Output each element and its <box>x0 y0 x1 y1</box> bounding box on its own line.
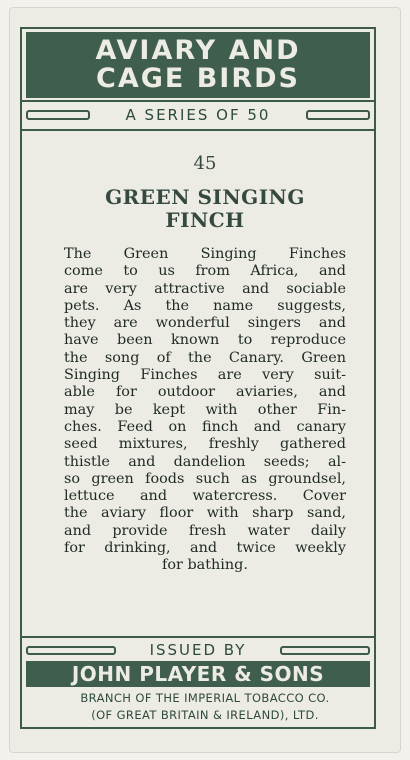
issued-row <box>26 640 370 660</box>
divider-footer <box>22 636 374 638</box>
description-line: they are wonderful singers and <box>64 315 346 332</box>
description-line: thistle and dandelion seeds; al- <box>64 453 346 470</box>
description-line: for bathing. <box>162 557 248 574</box>
divider-under-series <box>22 129 374 131</box>
description-line: for drinking, and twice weekly <box>64 540 346 557</box>
title-banner <box>26 32 370 98</box>
description-line: Singing Finches are very suit- <box>64 367 346 384</box>
maker-name: JOHN PLAYER & SONS <box>71 662 325 686</box>
description-line: have been known to reproduce <box>64 332 346 349</box>
branch-text <box>0 690 410 724</box>
title-line-2: CAGE BIRDS <box>96 63 300 94</box>
description-text <box>64 246 346 575</box>
right-ornament-bar <box>306 110 370 120</box>
description-line: come to us from Africa, and <box>64 263 346 280</box>
description-line: and provide fresh water daily <box>64 522 346 539</box>
bird-name <box>0 186 410 232</box>
description-line: ches. Feed on finch and canary <box>64 418 346 435</box>
description-line: may be kept with other Fin- <box>64 401 346 418</box>
description-line: seed mixtures, freshly gathered <box>64 436 346 453</box>
card-number: 45 <box>193 153 217 174</box>
description-line: the song of the Canary. Green <box>64 349 346 366</box>
series-label: A SERIES OF 50 <box>125 106 271 124</box>
description-line: pets. As the name suggests, <box>64 297 346 314</box>
right-ornament-bar <box>280 646 370 655</box>
description-line: able for outdoor aviaries, and <box>64 384 346 401</box>
series-row <box>26 103 370 127</box>
divider-top <box>22 100 374 102</box>
maker-banner <box>26 661 370 687</box>
description-line: the aviary floor with sharp sand, <box>64 505 346 522</box>
description-line: lettuce and watercress. Cover <box>64 488 346 505</box>
bird-name-line-1: GREEN SINGING <box>105 185 305 209</box>
branch-line-2: (OF GREAT BRITAIN & IRELAND), LTD. <box>91 708 319 722</box>
bird-name-line-2: FINCH <box>165 208 245 232</box>
description-line: The Green Singing Finches <box>64 246 346 262</box>
issued-by-label: ISSUED BY <box>149 641 247 659</box>
description-line: are very attractive and sociable <box>64 280 346 297</box>
branch-line-1: BRANCH OF THE IMPERIAL TOBACCO CO. <box>80 691 330 705</box>
description-line: so green foods such as groundsel, <box>64 470 346 487</box>
left-ornament-bar <box>26 110 90 120</box>
left-ornament-bar <box>26 646 116 655</box>
title-line-1: AVIARY AND <box>95 35 301 66</box>
